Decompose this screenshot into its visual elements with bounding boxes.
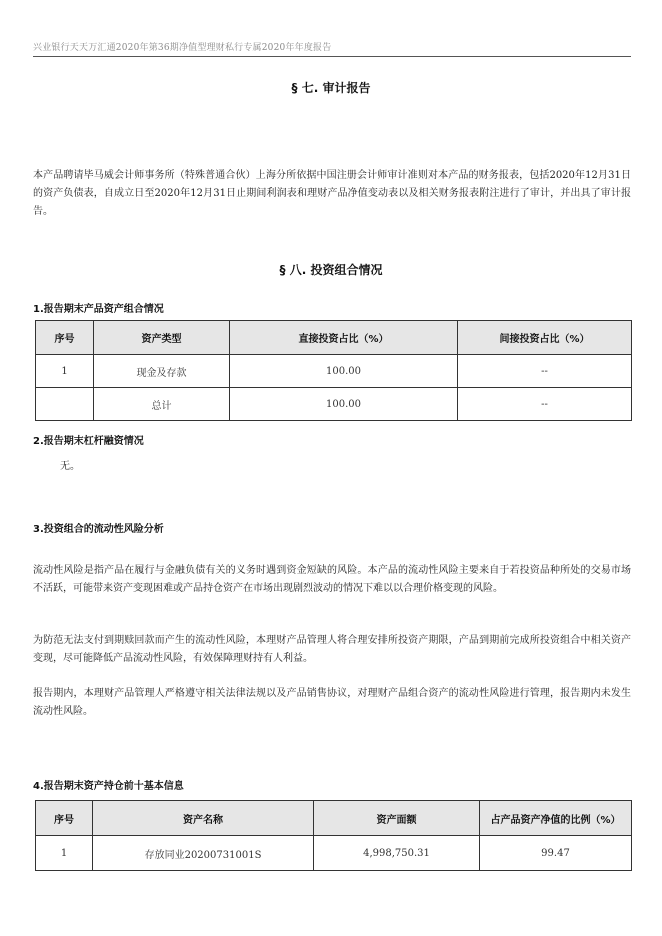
- column-header: 资产类型: [94, 321, 230, 355]
- table-cell: 总计: [94, 388, 230, 421]
- leverage-text: 无。: [60, 461, 80, 472]
- table-cell: 100.00: [230, 388, 458, 421]
- table-row: [36, 355, 632, 388]
- header-divider: [33, 56, 631, 57]
- table-cell: --: [458, 388, 632, 421]
- liquidity-paragraph: 流动性风险是指产品在履行与金融负债有关的义务时遇到资金短缺的风险。本产品的流动性风险主要来自于若投资品种所处的交易市场不活跃，可能带来资产变现困难或产品持仓资产在市场出现剧烈波动的情况下难以以合理价格变现的风险。: [33, 565, 631, 594]
- column-header: 资产名称: [93, 801, 314, 836]
- table-cell: 4,998,750.31: [314, 836, 480, 871]
- column-header: 占产品资产净值的比例（%）: [480, 801, 632, 836]
- section-7-title: § 七. 审计报告: [291, 81, 371, 95]
- table-row: [36, 836, 632, 871]
- table-cell: 1: [36, 836, 93, 871]
- asset-allocation-heading: 1.报告期末产品资产组合情况: [33, 304, 164, 315]
- liquidity-paragraph: 为防范无法支付到期赎回款而产生的流动性风险，本理财产品管理人将合理安排所投资产期限，产品到期前完成所投资组合中相关资产变现，尽可能降低产品流动性风险，有效保障理财持有人利益。: [33, 635, 631, 664]
- table-cell: --: [458, 355, 632, 388]
- table-cell: 100.00: [230, 355, 458, 388]
- running-header: 兴业银行天天万汇通2020年第36期净值型理财私行专属2020年年度报告: [33, 43, 332, 53]
- table-cell: [36, 388, 94, 421]
- table-cell: 现金及存款: [94, 355, 230, 388]
- table-cell: 1: [36, 355, 94, 388]
- liquidity-risk-heading: 3.投资组合的流动性风险分析: [33, 524, 164, 535]
- table-header-row: [36, 801, 632, 836]
- column-header: 序号: [36, 321, 94, 355]
- table-cell: 99.47: [480, 836, 632, 871]
- top-holdings-heading: 4.报告期末资产持仓前十基本信息: [33, 781, 184, 792]
- table-row: [36, 388, 632, 421]
- leverage-heading: 2.报告期末杠杆融资情况: [33, 436, 144, 447]
- table-cell: 存放同业20200731001S: [93, 836, 314, 871]
- table-header-row: [36, 321, 632, 355]
- section-8-title: § 八. 投资组合情况: [279, 263, 383, 277]
- liquidity-paragraph: 报告期内，本理财产品管理人严格遵守相关法律法规以及产品销售协议，对理财产品组合资产的流动性风险进行管理，报告期内未发生流动性风险。: [33, 688, 631, 717]
- top-holdings-table: [35, 800, 632, 871]
- column-header: 间接投资占比（%）: [458, 321, 632, 355]
- asset-allocation-table: [35, 320, 632, 421]
- audit-report-text: 本产品聘请毕马威会计师事务所（特殊普通合伙）上海分所依据中国注册会计师审计准则对本产品的财务报表，包括2020年12月31日的资产负债表，自成立日至2020年12月31日止期间利润表和理财产品净值变动表以及相关财务报表附注进行了审计，并出具了审计报告。: [33, 170, 631, 217]
- column-header: 序号: [36, 801, 93, 836]
- column-header: 资产面额: [314, 801, 480, 836]
- column-header: 直接投资占比（%）: [230, 321, 458, 355]
